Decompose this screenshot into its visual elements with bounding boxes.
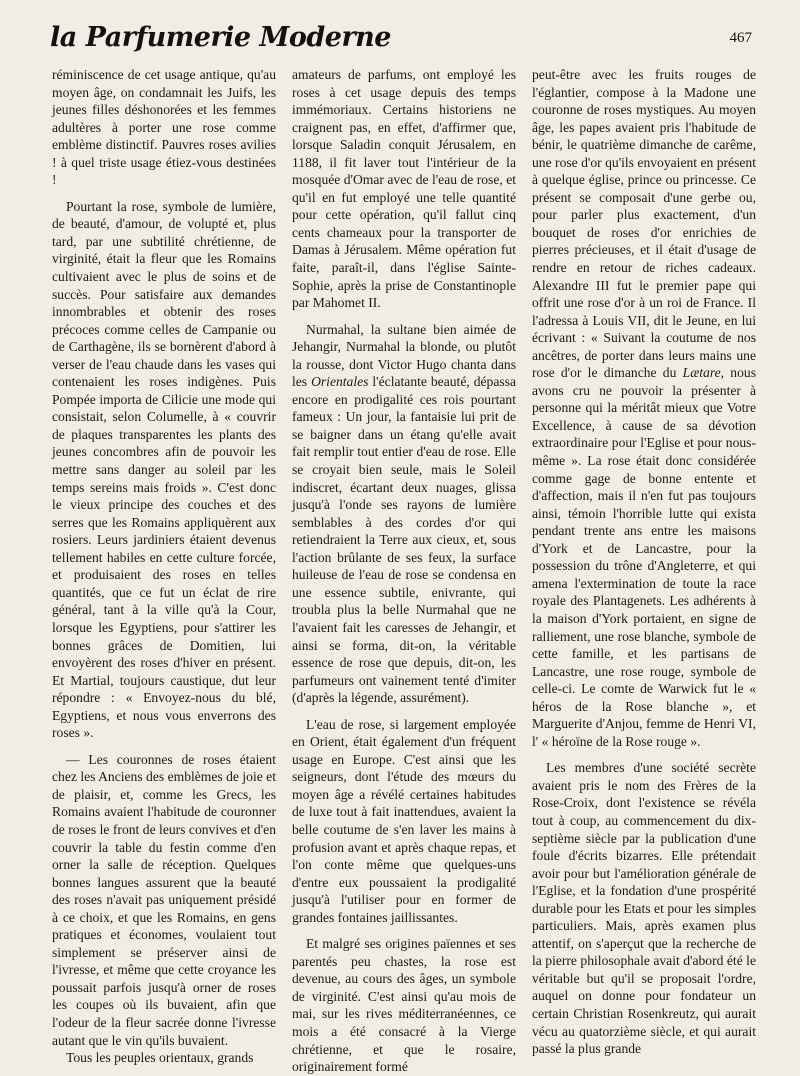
column-3 [532,66,756,1076]
paragraph: amateurs de parfums, ont employé les roses à cet usage depuis des temps immémoriaux. Certains historiens ne craignent pas, en effet, d'affirmer que, lorsque Saladin conquit Jérusalem, en 1188, il fit laver tout l'intérieur de la mosquée d'Omar avec de l'eau de rose, et qu'il en fut employé une telle quantité pour cette opération, qu'il fallut cinq cents chameaux pour la transporter de Damas à Jérusalem. Même opération fut faite, paraît-il, dans l'église Sainte-Sophie, après la prise de Constantinople par Mahomet II. [292,67,516,311]
paragraph: Pourtant la rose, symbole de lumière, de beauté, d'amour, de volupté et, plus tard, par une subtilité chrétienne, de virginité, était la fleur que les Romains cultivaient avec le plus de soins et de succès. Pour satisfaire aux demandes innombrables et obtenir des roses précoces comme celles de Campanie ou de Carthagène, ils se bornèrent d'abord à verser de l'eau chaude dans les vases qui contenaient les roses indigènes. Puis Pompée importa de Cilicie une mode qui consistait, selon Columelle, à « couvrir de plaques transparentes les plants des jeunes concombres afin de pouvoir les mettre sans danger au soleil par les temps sereins mais froids ». C'est donc le vieux principe des couches et des serres que les Romains appliquèrent aux rosiers. Leurs jardiniers étaient devenus tellement habiles en cette culture forcée, et produisaient des roses en telles quantités, que ce fut un éclat de rire général, tant à la ville qu'à la Cour, lorsque les Egyptiens, pour s'attirer les bonnes grâces de Domitien, lui envoyèrent des roses d'hiver en présent. Et Martial, toujours caustique, dut leur répondre : « Envoyez-nous du blé, Egyptiens, et nous vous enverrons des roses ». [52,198,276,741]
column-1 [52,66,276,1076]
masthead-logo: la Parfumerie Moderne [50,22,391,53]
paragraph: Et malgré ses origines païennes et ses parentés peu chastes, la rose est devenue, au cours des âges, un symbole de virginité. C'est ainsi qu'au mois de mai, sur les rives méditerranéennes, ce mois a été consacré à la Vierge chrétienne, et que le rosaire, originairement formé [292,936,516,1075]
paragraph: Les membres d'une société secrète avaient pris le nom des Frères de la Rose-Croix, dont l'existence se révéla tout à coup, au commencement du dix-septième siècle par la publication d'une foule d'écrits bizarres. Elle prétendait avoir pour but l'amélioration générale de l'Eglise, et la fondation d'une prospérité durable pour les Etats et pour les simples particuliers. Mais, après examen plus attentif, on s'aperçut que la recherche de la pierre philosophale avait d'abord été le véritable but qu'il se proposait l'ordre, auquel on donne pour fondateur un certain Christian Rosenkreutz, qui aurait vécu au quatorzième siècle, et qui aurait passé la plus grande [532,760,756,1057]
article-body [52,66,756,1075]
paragraph: Tous les peuples orientaux, grands [66,1050,254,1066]
paragraph: réminiscence de cet usage antique, qu'au moyen âge, on condamnait les Juifs, les jeunes filles déshonorées et les femmes adultères à porter une rose comme emblème distinctif. Pauvres roses avilies ! à quel triste usage étiez-vous destinées ! [52,67,276,188]
paragraph: Nurmahal, la sultane bien aimée de Jehangir, Nurmahal la blonde, ou plutôt la rousse, dont Victor Hugo chanta dans les Orientales l'éclatante beauté, dépassa encore en prodigalité ces rois pourtant fameux : Un jour, la fantaisie lui prit de se baigner dans un étang qu'elle avait fait remplir tout entier d'eau de rose. Elle se croyait bien seule, mais le Soleil indiscret, écartant deux nuages, glissa jusqu'à l'onde ses rayons de lumière semblables à des cordes d'or qui retiendraient la Terre aux cieux, et, sous l'action brûlante de ses feux, la surface huileuse de l'eau de rose se condensa en une essence subtile, enivrante, qui troubla plus la belle Nurmahal que ne l'avaient fait les caresses de Jehangir, et ainsi se forma, dit-on, la véritable essence de rose que depuis, dit-on, les parfumeurs ont vainement tenté d'imiter (d'après la légende, assurément). [292,321,516,706]
paragraph: L'eau de rose, si largement employée en Orient, était également d'un fréquent usage en Europe. C'est ainsi que les seigneurs, dont l'étude des mœurs du moyen âge a révélé certaines habitudes de luxe tout à fait inattendues, avaient la belle coutume de s'en laver les mains à profusion avant et après chaque repas, et l'on conte même que quelques-uns d'entre eux poussaient la prodigalité jusqu'à l'utiliser pour en former de grandes fontaines jaillissantes. [292,716,516,925]
italic-word: Lætare [682,365,721,381]
page-number: 467 [729,30,752,46]
paragraph: peut-être avec les fruits rouges de l'églantier, compose à la Madone une couronne de roses mystiques. Au moyen âge, les papes avaient pris l'habitude de bénir, le quatrième dimanche de carême, une rose d'or qu'ils envoyaient en présent à quelque église, prince ou princesse. Ce présent se composait d'une gerbe ou, pour parler plus exactement, d'un bouquet de roses d'or enrichies de pierres précieuses, et il était d'usage de rendre en retour de riches cadeaux. Alexandre III fut le premier pape qui offrit une rose d'or à un roi de France. Il l'adressa à Louis VII, dit le Jeune, en lui écrivant : « Suivant la coutume de nos ancêtres, de porter dans leurs mains une rose d'or le dimanche du Lætare, nous avons cru ne pouvoir la présenter à personne qui la méritât mieux que Votre Excellence, à cause de sa dévotion extraordinaire pour l'Eglise et pour nous-même ». La rose était donc considérée comme gage de bonne entente et d'affection, mais il n'en fut pas toujours ainsi, témoin l'horrible lutte qui exista pendant trente ans entre les maisons d'York et de Lancastre, pour la possession du trône d'Angleterre, et qui amena l'extermination de toute la race royale des Plantagenets. Les adhérents à la maison d'York portaient, en signe de ralliement, une rose blanche, symbole de cette famille, et les partisans de Lancastre, une rose rouge, symbole de celle-ci. Le comte de Warwick fut le « héros de la Rose blanche », et Marguerite d'Anjou, femme de Henri VI, l' « héroïne de la Rose rouge ». [532,67,756,749]
paragraph: — Les couronnes de roses étaient chez les Anciens des emblèmes de joie et de plaisir, et, comme les Grecs, les Romains avaient l'habitude de couronner de roses le front de leurs convives et d'en couvrir la table du festin comme d'en orner la salle de réception. Quelques bonnes langues assurent que la beauté des roses n'avait pas uniquement présidé à ce choix, et que les Romains, en gens pratiques et économes, voulaient tout simplement se préserver ainsi de l'ivresse, et même que cette croyance les poussait parfois jusqu'à orner de roses les coupes où ils buvaient, afin que l'odeur de la fleur sacrée donne l'ivresse autant que le vin qu'ils buvaient. [52,751,276,1048]
italic-title: Orientales [311,374,369,390]
column-2 [292,66,516,1076]
